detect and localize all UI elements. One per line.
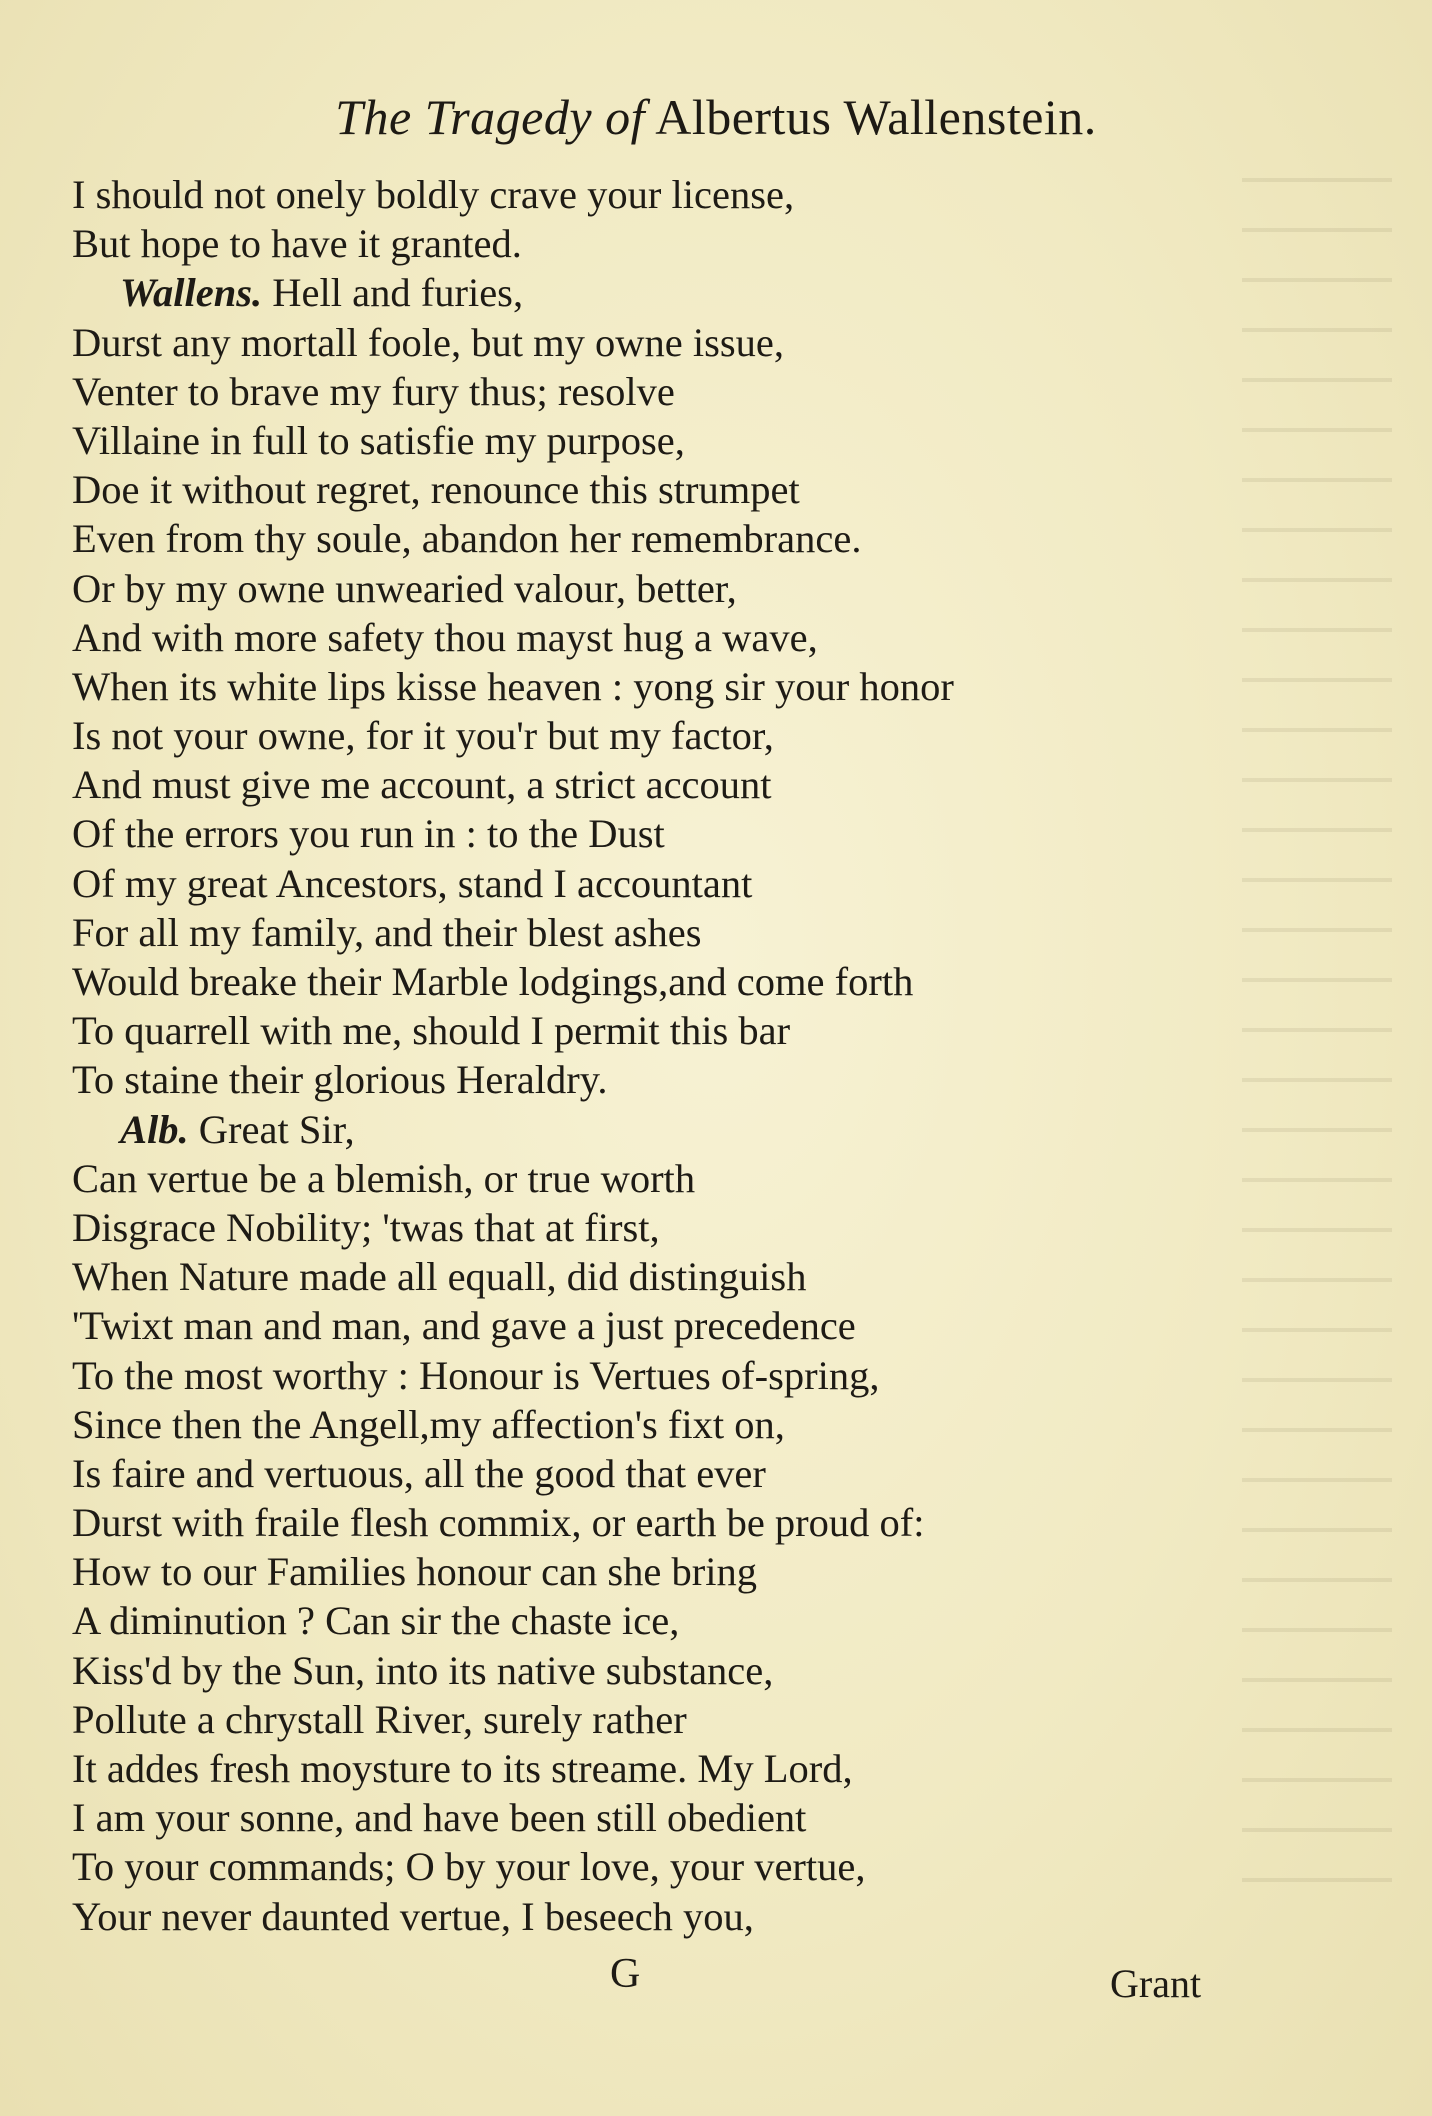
running-head-italic: The Tragedy of (335, 89, 645, 145)
verse-line (72, 1400, 1192, 1449)
verse-line (72, 859, 1192, 908)
verse-line (72, 465, 1192, 514)
verse-line (72, 1449, 1192, 1498)
speech-line (72, 268, 1192, 317)
running-head (0, 88, 1432, 146)
verse-line (72, 1351, 1192, 1400)
verse-line (72, 662, 1192, 711)
line-text: Even from thy soule, abandon her remembrance. (72, 516, 862, 562)
verse-line (72, 1842, 1192, 1891)
line-text: But hope to have it granted. (72, 221, 522, 267)
verse-line (72, 809, 1192, 858)
line-text: Can vertue be a blemish, or true worth (72, 1155, 696, 1201)
line-text: Or by my owne unwearied valour, better, (72, 565, 737, 611)
line-text: Durst with fraile flesh commix, or earth be proud of: (72, 1500, 925, 1546)
line-text: And with more safety thou mayst hug a wave, (72, 614, 818, 660)
signature-mark: G (610, 1951, 641, 1997)
verse-line (72, 514, 1192, 563)
verse-line (72, 1744, 1192, 1793)
verse-line (72, 170, 1192, 219)
verse-line (72, 1055, 1192, 1104)
verse-line (72, 1793, 1192, 1842)
line-text: Is faire and vertuous, all the good that ever (72, 1450, 766, 1496)
speaker-name: Wallens. (120, 270, 263, 316)
line-text: I am your sonne, and have been still obedient (72, 1795, 807, 1841)
line-text: And must give me account, a strict account (72, 762, 772, 808)
verse-line (72, 564, 1192, 613)
verse-line (72, 1203, 1192, 1252)
line-text: How to our Families honour can she bring (72, 1549, 758, 1595)
line-text: To your commands; O by your love, your vertue, (72, 1844, 866, 1890)
line-text: Great Sir, (198, 1106, 355, 1152)
line-text: When its white lips kisse heaven : yong sir your honor (72, 663, 954, 709)
line-text: Kiss'd by the Sun, into its native substance, (72, 1647, 774, 1693)
line-text: Is not your owne, for it you'r but my factor, (72, 713, 774, 759)
line-text: Since then the Angell,my affection's fixt on, (72, 1401, 785, 1447)
line-text: Your never daunted vertue, I beseech you, (72, 1893, 754, 1939)
verse-line (72, 1498, 1192, 1547)
line-text: To staine their glorious Heraldry. (72, 1057, 608, 1103)
verse-line (72, 1695, 1192, 1744)
line-text: Of my great Ancestors, stand I accountant (72, 860, 753, 906)
verse-text (72, 170, 1192, 1941)
line-text: A diminution ? Can sir the chaste ice, (72, 1598, 680, 1644)
catchword: Grant (1110, 1961, 1202, 2006)
verse-line (72, 1252, 1192, 1301)
line-text: Disgrace Nobility; 'twas that at first, (72, 1204, 660, 1250)
line-text: Durst any mortall foole, but my owne issue, (72, 319, 785, 365)
line-text: Of the errors you run in : to the Dust (72, 811, 665, 857)
speaker-name: Alb. (120, 1106, 189, 1152)
verse-line (72, 1547, 1192, 1596)
line-text: Villaine in full to satisfie my purpose, (72, 417, 685, 463)
verse-line (72, 711, 1192, 760)
verse-line (72, 219, 1192, 268)
verse-line (72, 1006, 1192, 1055)
line-text: When Nature made all equall, did distinguish (72, 1254, 807, 1300)
verse-line (72, 1596, 1192, 1645)
verse-line (72, 908, 1192, 957)
line-text: To the most worthy : Honour is Vertues of-spring, (72, 1352, 880, 1398)
show-through-bleed (1242, 150, 1392, 1900)
line-text: To quarrell with me, should I permit this bar (72, 1008, 791, 1054)
line-text: It addes fresh moysture to its streame. My Lord, (72, 1746, 853, 1791)
line-text: Venter to brave my fury thus; resolve (72, 368, 675, 414)
line-text: Hell and furies, (272, 270, 524, 316)
running-head-roman: Albertus Wallenstein. (655, 89, 1097, 145)
line-text: Doe it without regret, renounce this strumpet (72, 467, 800, 513)
line-text: For all my family, and their blest ashes (72, 909, 702, 955)
verse-line (72, 1301, 1192, 1350)
line-text: 'Twixt man and man, and gave a just precedence (72, 1303, 856, 1349)
verse-line (72, 957, 1192, 1006)
line-text: I should not onely boldly crave your license, (72, 172, 795, 217)
verse-line (72, 1154, 1192, 1203)
speech-line (72, 1105, 1192, 1154)
verse-line (72, 1892, 1192, 1941)
verse-line (72, 367, 1192, 416)
verse-line (72, 318, 1192, 367)
verse-line (72, 1646, 1192, 1695)
verse-line (72, 416, 1192, 465)
verse-line (72, 760, 1192, 809)
line-text: Pollute a chrystall River, surely rather (72, 1696, 687, 1742)
verse-line (72, 613, 1192, 662)
line-text: Would breake their Marble lodgings,and come forth (72, 959, 914, 1004)
